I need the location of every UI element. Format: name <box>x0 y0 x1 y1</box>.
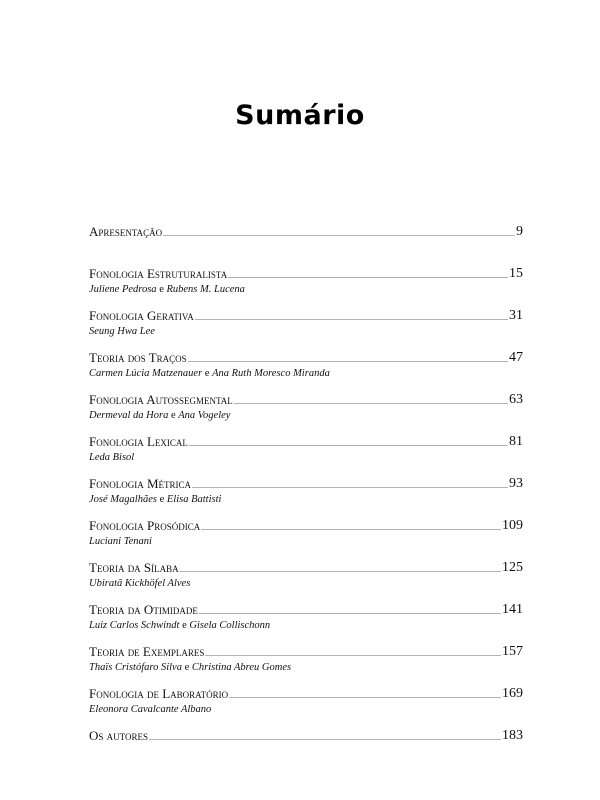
author-conjunction: e <box>156 284 167 295</box>
page-number: 15 <box>509 266 523 281</box>
chapter-title: Fonologia Lexical <box>89 434 188 449</box>
dot-leader <box>201 529 501 530</box>
page-number: 47 <box>509 350 523 365</box>
page-number: 9 <box>516 224 523 239</box>
chapter-title: Fonologia Autossegmental <box>89 392 233 407</box>
author-name: Ana Vogeley <box>178 410 231 421</box>
author-conjunction: e <box>168 410 179 421</box>
toc-entry[interactable] <box>89 686 523 715</box>
chapter-title: Fonologia Estruturalista <box>89 266 228 281</box>
page-number: 109 <box>502 518 523 533</box>
chapter-authors <box>89 452 523 463</box>
chapter-authors <box>89 704 523 715</box>
dot-leader <box>149 739 501 740</box>
page-number: 141 <box>502 602 523 617</box>
chapter-authors <box>89 578 523 589</box>
dot-leader <box>205 655 501 656</box>
chapter-title: Teoria da Sílaba <box>89 560 179 575</box>
author-name: Elisa Battisti <box>166 494 222 505</box>
author-conjunction: e <box>202 368 213 379</box>
chapter-authors <box>89 620 523 631</box>
chapter-title: Fonologia de Laboratório <box>89 686 229 701</box>
author-name: José Magalhães <box>89 494 157 505</box>
toc-line <box>89 602 523 618</box>
chapter-title: Teoria dos Traços <box>89 350 187 365</box>
page-number: 157 <box>502 644 523 659</box>
toc-line <box>89 686 523 702</box>
page-number: 63 <box>509 392 523 407</box>
author-name: Ubiratã Kickhöfel Alves <box>89 578 191 589</box>
dot-leader <box>189 445 508 446</box>
chapter-authors <box>89 494 523 505</box>
author-name: Luiz Carlos Schwindt <box>89 620 180 631</box>
toc-entry[interactable] <box>89 224 523 240</box>
toc-entry[interactable] <box>89 266 523 295</box>
dot-leader <box>229 697 501 698</box>
author-name: Juliene Pedrosa <box>89 284 157 295</box>
dot-leader <box>228 277 508 278</box>
chapter-authors <box>89 284 523 295</box>
toc-entry[interactable] <box>89 308 523 337</box>
toc-line <box>89 644 523 660</box>
author-name: Leda Bisol <box>89 452 135 463</box>
dot-leader <box>180 571 501 572</box>
author-name: Dermeval da Hora <box>89 410 169 421</box>
dot-leader <box>195 319 508 320</box>
toc-entry[interactable] <box>89 602 523 631</box>
author-name: Carmen Lúcia Matzenauer <box>89 368 203 379</box>
author-name: Luciani Tenani <box>89 536 152 547</box>
toc-line <box>89 266 523 282</box>
chapter-title: Fonologia Métrica <box>89 476 192 491</box>
page-title: Sumário <box>235 100 365 132</box>
toc-entry[interactable] <box>89 728 523 744</box>
author-name: Christina Abreu Gomes <box>191 662 292 673</box>
chapter-title: Os autores <box>89 728 148 743</box>
chapter-title: Fonologia Prosódica <box>89 518 201 533</box>
page-number: 81 <box>509 434 523 449</box>
chapter-authors <box>89 368 523 379</box>
chapter-title: Teoria da Otimidade <box>89 602 198 617</box>
toc-entry[interactable] <box>89 644 523 673</box>
author-conjunction: e <box>181 662 192 673</box>
chapter-title: Apresentação <box>89 224 163 239</box>
chapter-authors <box>89 662 523 673</box>
toc-line <box>89 518 523 534</box>
author-name: Ana Ruth Moresco Miranda <box>212 368 330 379</box>
dot-leader <box>199 613 501 614</box>
toc-entry[interactable] <box>89 350 523 379</box>
author-name: Gisela Collischonn <box>189 620 271 631</box>
toc-entry[interactable] <box>89 518 523 547</box>
author-name: Eleonora Cavalcante Albano <box>89 704 212 715</box>
dot-leader <box>234 403 508 404</box>
toc-entry[interactable] <box>89 476 523 505</box>
toc-line <box>89 728 523 744</box>
chapter-title: Fonologia Gerativa <box>89 308 194 323</box>
toc-entry[interactable] <box>89 434 523 463</box>
toc-line <box>89 560 523 576</box>
page-number: 125 <box>502 560 523 575</box>
dot-leader <box>163 235 515 236</box>
author-conjunction: e <box>156 494 167 505</box>
author-conjunction: e <box>179 620 190 631</box>
chapter-authors <box>89 536 523 547</box>
author-name: Seung Hwa Lee <box>89 326 155 337</box>
toc-entry[interactable] <box>89 392 523 421</box>
author-name: Rubens M. Lucena <box>166 284 245 295</box>
dot-leader <box>192 487 508 488</box>
page-number: 93 <box>509 476 523 491</box>
toc-line <box>89 308 523 324</box>
page-number: 183 <box>502 728 523 743</box>
toc-line <box>89 392 523 408</box>
toc-line <box>89 224 523 240</box>
toc-line <box>89 476 523 492</box>
dot-leader <box>188 361 508 362</box>
chapter-authors <box>89 410 523 421</box>
chapter-title: Teoria de Exemplares <box>89 644 205 659</box>
chapter-authors <box>89 326 523 337</box>
toc-line <box>89 434 523 450</box>
toc-line <box>89 350 523 366</box>
page-number: 169 <box>502 686 523 701</box>
page-number: 31 <box>509 308 523 323</box>
toc-entry[interactable] <box>89 560 523 589</box>
author-name: Thaïs Cristófaro Silva <box>89 662 182 673</box>
